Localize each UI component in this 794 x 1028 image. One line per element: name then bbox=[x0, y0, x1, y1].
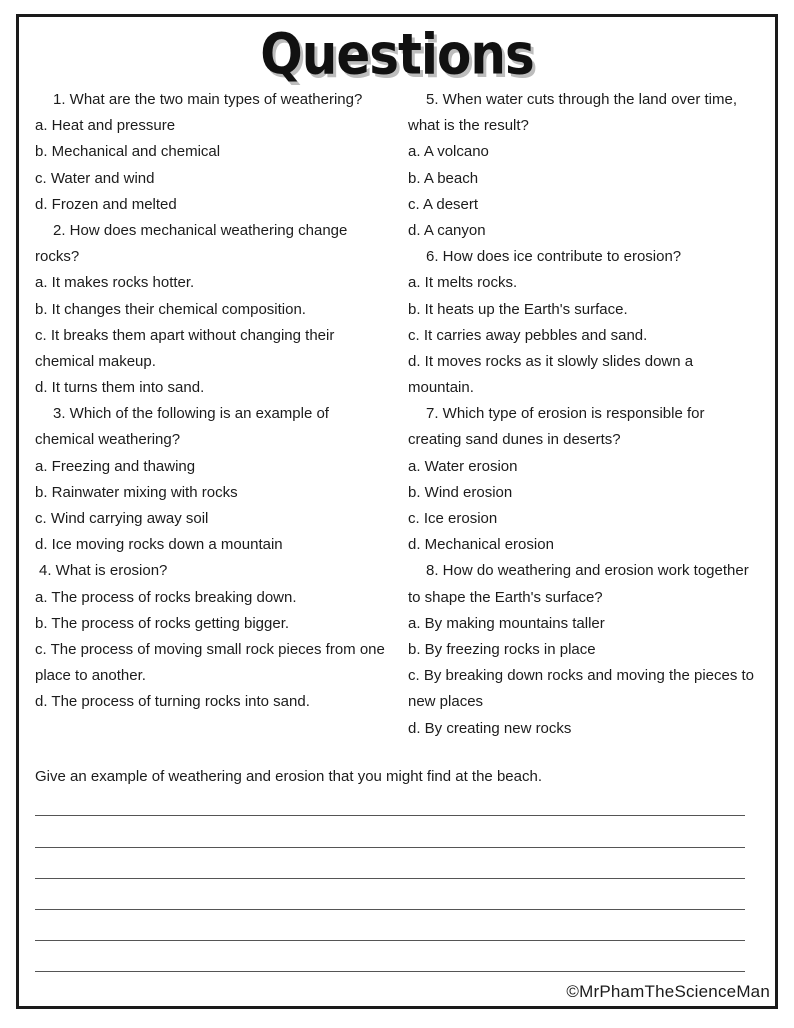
answer-option: c. A desert bbox=[408, 195, 479, 213]
question-text: what is the result? bbox=[408, 117, 529, 135]
answer-option: a. Water erosion bbox=[408, 457, 518, 475]
question-1 bbox=[35, 87, 405, 218]
question-text: 2. How does mechanical weathering change bbox=[53, 221, 348, 239]
answer-option: new places bbox=[408, 693, 484, 711]
question-text: to shape the Earth's surface? bbox=[408, 588, 603, 606]
question-8 bbox=[408, 558, 773, 741]
answer-option: a. The process of rocks breaking down. bbox=[35, 588, 297, 606]
answer-line[interactable] bbox=[35, 815, 745, 816]
answer-option: b. A beach bbox=[408, 169, 479, 187]
question-5 bbox=[408, 87, 773, 244]
answer-option: b. It changes their chemical composition. bbox=[35, 300, 306, 318]
question-text: 5. When water cuts through the land over time, bbox=[426, 91, 737, 108]
answer-option: b. It heats up the Earth's surface. bbox=[408, 300, 628, 318]
left-question-column bbox=[35, 87, 405, 716]
answer-option: b. Mechanical and chemical bbox=[35, 143, 221, 161]
answer-line[interactable] bbox=[35, 909, 745, 910]
question-7 bbox=[408, 401, 773, 558]
answer-line[interactable] bbox=[35, 971, 745, 972]
answer-option: d. By creating new rocks bbox=[408, 719, 572, 737]
answer-option: d. Frozen and melted bbox=[35, 195, 177, 213]
answer-option: a. Freezing and thawing bbox=[35, 457, 196, 475]
question-6 bbox=[408, 244, 773, 401]
question-text: rocks? bbox=[35, 248, 80, 266]
question-text: 7. Which type of erosion is responsible for bbox=[426, 405, 705, 423]
question-text: 4. What is erosion? bbox=[39, 562, 168, 580]
answer-option: mountain. bbox=[408, 379, 474, 397]
answer-option: d. A canyon bbox=[408, 221, 486, 239]
answer-option: c. By breaking down rocks and moving the pieces to bbox=[408, 667, 755, 685]
question-text: 1. What are the two main types of weathering? bbox=[53, 91, 363, 108]
answer-option: c. The process of moving small rock pieces from one bbox=[35, 640, 385, 658]
question-2 bbox=[35, 218, 405, 401]
answer-option: a. It melts rocks. bbox=[408, 274, 518, 292]
page-title: Questions bbox=[260, 22, 534, 87]
answer-line[interactable] bbox=[35, 847, 745, 848]
answer-option: c. Water and wind bbox=[35, 169, 155, 187]
answer-option: c. It breaks them apart without changing their bbox=[35, 326, 335, 344]
question-text: 8. How do weathering and erosion work together bbox=[426, 562, 749, 580]
right-question-column bbox=[408, 87, 773, 742]
answer-option: d. It moves rocks as it slowly slides down a bbox=[408, 352, 694, 370]
answer-option: b. Wind erosion bbox=[408, 483, 513, 501]
copyright-footer: ©MrPhamTheScienceMan bbox=[566, 982, 770, 1001]
answer-option: chemical makeup. bbox=[35, 352, 156, 370]
answer-option: c. Ice erosion bbox=[408, 510, 498, 527]
question-text: creating sand dunes in deserts? bbox=[408, 431, 621, 449]
question-text: 3. Which of the following is an example of bbox=[53, 405, 329, 423]
answer-option: b. The process of rocks getting bigger. bbox=[35, 614, 290, 632]
answer-option: a. Heat and pressure bbox=[35, 117, 176, 135]
answer-option: c. Wind carrying away soil bbox=[35, 510, 209, 527]
question-text: chemical weathering? bbox=[35, 431, 181, 449]
question-3 bbox=[35, 401, 405, 558]
answer-option: d. It turns them into sand. bbox=[35, 379, 205, 397]
answer-option: d. Ice moving rocks down a mountain bbox=[35, 536, 283, 554]
question-4 bbox=[35, 558, 405, 715]
answer-option: c. It carries away pebbles and sand. bbox=[408, 326, 648, 344]
answer-option: b. Rainwater mixing with rocks bbox=[35, 483, 238, 501]
answer-line[interactable] bbox=[35, 878, 745, 879]
answer-option: a. By making mountains taller bbox=[408, 614, 605, 632]
answer-option: a. It makes rocks hotter. bbox=[35, 274, 195, 292]
answer-option: d. The process of turning rocks into sand. bbox=[35, 693, 310, 711]
answer-option: d. Mechanical erosion bbox=[408, 536, 554, 554]
writing-prompt: Give an example of weathering and erosion that you might find at the beach. bbox=[35, 768, 542, 785]
answer-line[interactable] bbox=[35, 940, 745, 941]
answer-option: a. A volcano bbox=[408, 143, 489, 161]
question-text: 6. How does ice contribute to erosion? bbox=[426, 248, 682, 266]
answer-option: b. By freezing rocks in place bbox=[408, 640, 596, 658]
answer-option: place to another. bbox=[35, 667, 146, 685]
